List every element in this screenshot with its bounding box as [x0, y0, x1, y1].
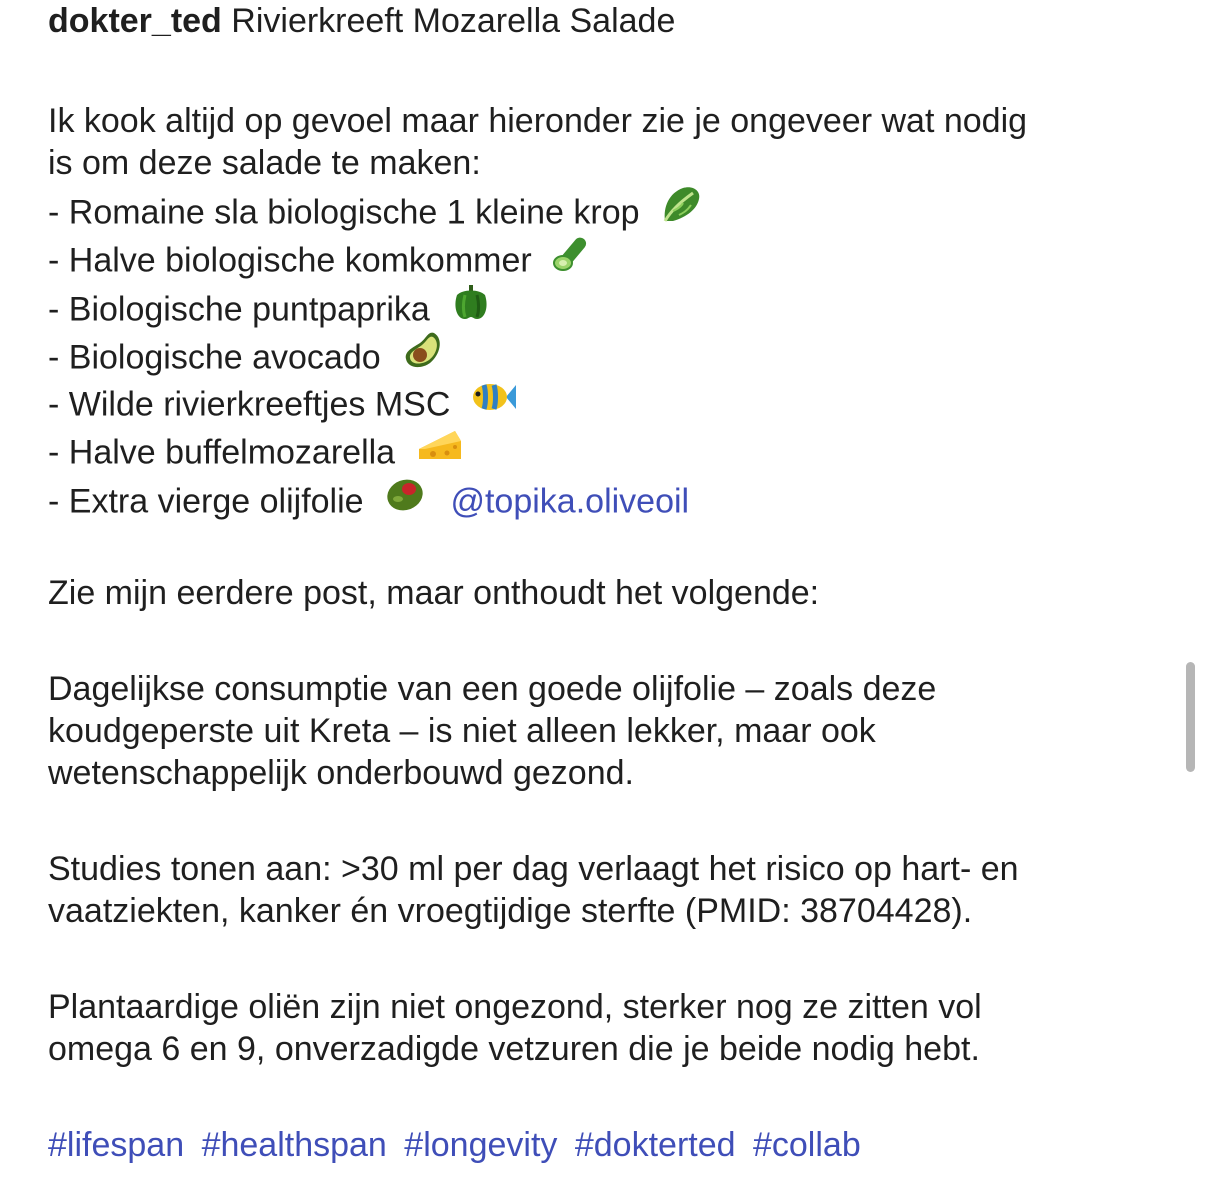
- hashtag-link[interactable]: #dokterted: [574, 1126, 736, 1164]
- ingredient-item: [48, 380, 1168, 428]
- ingredient-text: - Extra vierge olijfolie: [48, 482, 364, 521]
- avocado-icon: [400, 329, 444, 384]
- ingredient-item: [48, 284, 1168, 332]
- paragraph-line: koudgeperste uit Kreta – is niet alleen lekker, maar ook: [48, 712, 876, 750]
- mention-link[interactable]: @topika.oliveoil: [450, 482, 690, 521]
- paragraph-line: Dagelijkse consumptie van een goede olijfolie – zoals deze: [48, 670, 937, 708]
- paragraph-line: wetenschappelijk onderbouwd gezond.: [48, 754, 634, 792]
- hashtag-link[interactable]: #collab: [752, 1126, 861, 1164]
- cheese-icon: [415, 425, 463, 478]
- paragraph-line: Studies tonen aan: >30 ml per dag verlaagt het risico op hart- en: [48, 850, 1019, 888]
- ingredient-text: - Biologische puntpaprika: [48, 290, 430, 329]
- paragraph-line: Zie mijn eerdere post, maar onthoudt het volgende:: [48, 574, 820, 612]
- ingredient-item: [48, 332, 1168, 380]
- bell-pepper-icon: [449, 281, 493, 336]
- tropical-fish-icon: [470, 377, 518, 430]
- intro-line: Ik kook altijd op gevoel maar hieronder zie je ongeveer wat nodig: [48, 102, 1028, 140]
- hashtags: [48, 1124, 1168, 1166]
- hashtag-link[interactable]: #longevity: [404, 1126, 558, 1164]
- intro-line: is om deze salade te maken:: [48, 144, 481, 182]
- post-caption: [48, 0, 1168, 1166]
- hashtag-link[interactable]: #healthspan: [201, 1126, 387, 1164]
- leafy-greens-icon: [659, 185, 703, 238]
- caption-header: [48, 0, 1168, 50]
- olive-icon: [383, 473, 427, 528]
- ingredient-text: - Wilde rivierkreeftjes MSC: [48, 385, 451, 424]
- paragraph-line: Plantaardige oliën zijn niet ongezond, sterker nog ze zitten vol: [48, 988, 982, 1026]
- ingredient-item: [48, 476, 1168, 524]
- ingredient-item: [48, 236, 1168, 284]
- paragraph-line: vaatziekten, kanker én vroegtijdige sterfte (PMID: 38704428).: [48, 892, 973, 930]
- ingredient-item: [48, 188, 1168, 236]
- ingredient-text: - Biologische avocado: [48, 338, 381, 377]
- ingredient-text: - Romaine sla biologische 1 kleine krop: [48, 193, 640, 232]
- ingredient-text: - Halve biologische komkommer: [48, 241, 532, 280]
- cucumber-icon: [551, 233, 595, 286]
- scrollbar-thumb[interactable]: [1186, 662, 1195, 772]
- ingredient-item: [48, 428, 1168, 476]
- paragraph-line: omega 6 en 9, onverzadigde vetzuren die je beide nodig hebt.: [48, 1030, 980, 1068]
- ingredient-text: - Halve buffelmozarella: [48, 433, 396, 472]
- post-title: Rivierkreeft Mozarella Salade: [231, 2, 676, 40]
- hashtag-link[interactable]: #lifespan: [48, 1126, 185, 1164]
- username-link[interactable]: dokter_ted: [48, 2, 222, 40]
